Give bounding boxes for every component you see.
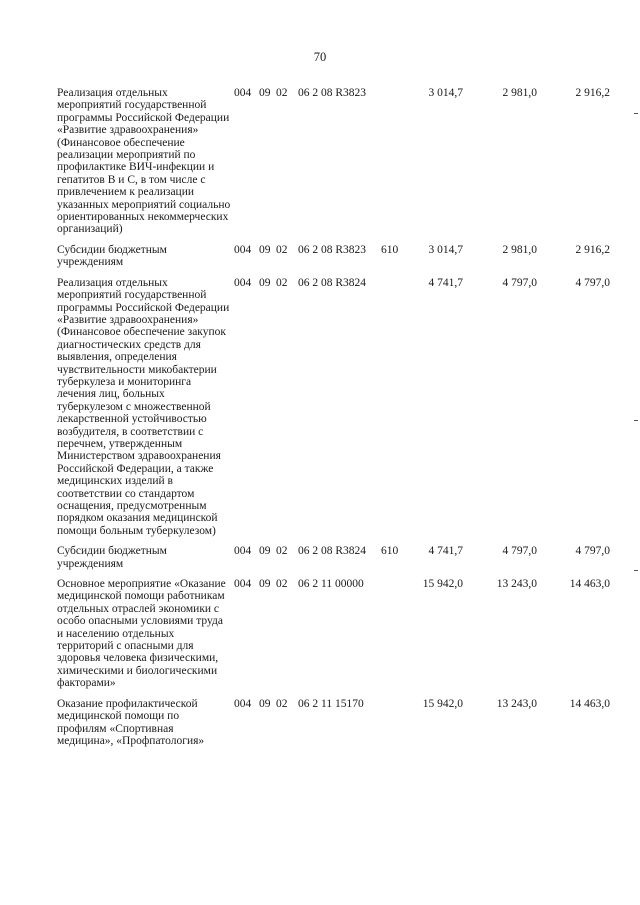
amount-year-3: 2 916,2 [575, 87, 610, 99]
row-description: Оказание профилактической медицинской помощи по профилям «Спортивная медицина», «Профпатология» [57, 697, 205, 747]
row-description: Основное мероприятие «Оказание медицинской помощи работникам отдельных отраслей экономики с особо опасными условиями труда и населению отдельных территорий с опасными для здоровья человека физическими, химическими и биологическими факторами» [57, 578, 226, 690]
amount-year-1: 4 741,7 [428, 545, 463, 558]
scan-margin-mark [634, 570, 638, 571]
expense-type-code: 610 [381, 243, 399, 256]
amount-year-2: 4 797,0 [502, 276, 537, 289]
amount-year-1: 4 741,7 [428, 276, 463, 289]
admin-code: 004 [234, 243, 252, 256]
row-description: Реализация отдельных мероприятий государственной программы Российской Федерации «Развитие здравоохранения» (Финансовое обеспечение реализации мероприятий по профилактике ВИЧ-инфекции и гепатитов B и C, в том числе с привлечением к реализации указанных мероприятий социально ориентированных некоммерческих организаций) [57, 87, 231, 236]
admin-code: 004 [234, 697, 252, 710]
subsection-code: 02 [276, 697, 288, 710]
subsection-code: 02 [276, 87, 288, 99]
amount-year-3: 2 916,2 [575, 243, 610, 256]
table-row [57, 87, 612, 236]
amount-year-1: 15 942,0 [422, 578, 463, 591]
table-row [57, 578, 612, 690]
amount-year-1: 3 014,7 [428, 243, 463, 256]
target-article-code: 06 2 08 R3824 [298, 276, 367, 289]
section-code: 09 [259, 578, 271, 591]
amount-year-2: 13 243,0 [496, 578, 537, 591]
scan-margin-mark [634, 420, 638, 421]
amount-year-1: 15 942,0 [422, 697, 463, 710]
amount-year-1: 3 014,7 [428, 87, 463, 99]
amount-year-3: 14 463,0 [569, 697, 610, 710]
expense-type-code: 610 [381, 545, 399, 558]
subsection-code: 02 [276, 578, 288, 591]
row-description: Субсидии бюджетным учреждениям [57, 545, 167, 570]
section-code: 09 [259, 545, 271, 558]
amount-year-3: 4 797,0 [575, 545, 610, 558]
admin-code: 004 [234, 578, 252, 591]
amount-year-2: 13 243,0 [496, 697, 537, 710]
table-row [57, 244, 612, 269]
target-article-code: 06 2 08 R3823 [298, 243, 367, 256]
section-code: 09 [259, 87, 271, 99]
target-article-code: 06 2 11 15170 [298, 697, 364, 710]
amount-year-2: 2 981,0 [502, 243, 537, 256]
page-number: 70 [313, 50, 327, 64]
subsection-code: 02 [276, 545, 288, 558]
table-row [57, 698, 612, 748]
section-code: 09 [259, 276, 271, 289]
section-code: 09 [259, 243, 271, 256]
target-article-code: 06 2 11 00000 [298, 578, 364, 591]
amount-year-2: 2 981,0 [502, 87, 537, 99]
scan-margin-mark [634, 113, 638, 114]
budget-table [57, 87, 612, 755]
subsection-code: 02 [276, 243, 288, 256]
row-description: Субсидии бюджетным учреждениям [57, 243, 167, 269]
amount-year-3: 4 797,0 [575, 276, 610, 289]
table-row [57, 545, 612, 570]
section-code: 09 [259, 697, 271, 710]
table-row [57, 277, 612, 538]
admin-code: 004 [234, 545, 252, 558]
target-article-code: 06 2 08 R3824 [298, 545, 367, 558]
amount-year-2: 4 797,0 [502, 545, 537, 558]
admin-code: 004 [234, 276, 252, 289]
target-article-code: 06 2 08 R3823 [298, 87, 367, 99]
subsection-code: 02 [276, 276, 288, 289]
amount-year-3: 14 463,0 [569, 578, 610, 591]
admin-code: 004 [234, 87, 252, 99]
row-description: Реализация отдельных мероприятий государственной программы Российской Федерации «Развитие здравоохранения» (Финансовое обеспечение закупок диагностических средств для выявления, определения чувствительности микобактерии туберкулеза и мониторинга лечения лиц, больных туберкулезом с множественной лекарственной устойчивостью возбудителя, в соответствии с перечнем, утвержденным Министерством здравоохранения Российской Федерации, а также медицинских изделий в соответствии со стандартом оснащения, предусмотренным порядком оказания медицинской помощи больным туберкулезом) [57, 276, 230, 537]
